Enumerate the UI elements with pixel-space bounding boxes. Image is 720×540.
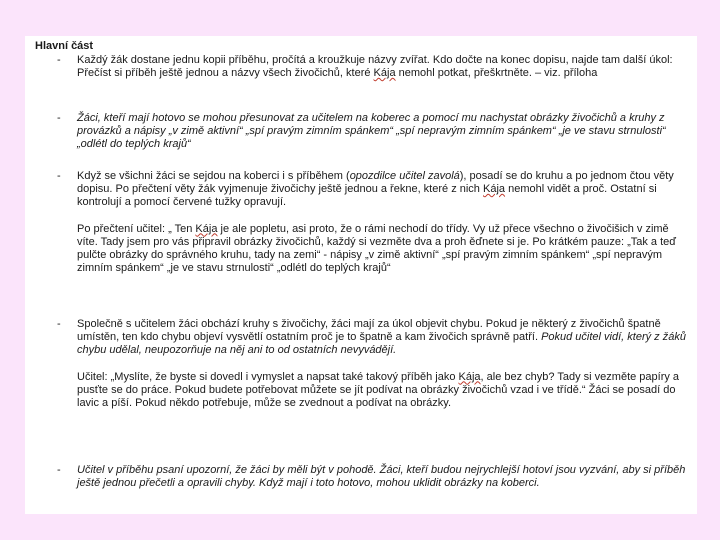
proper-name: Kája — [458, 370, 481, 383]
proper-name: Kája — [373, 67, 396, 80]
section-heading: Hlavní část — [35, 40, 94, 52]
bullet-marker: - — [57, 170, 61, 182]
proper-name: Kája — [195, 222, 218, 235]
bullet-marker: - — [57, 54, 61, 66]
proper-name: Kája — [483, 183, 506, 196]
paragraph: Po přečtení učitel: „ Ten Kája je ale popletu, asi proto, že o rámi nechodí do třídy. Vy už přece všechno o živočišich v zimě víte. Tady jsem pro vás připravil obrázky živočichů, každý si vezměte dva a proh ěďnete si je. Po krátkém pauze: „Tak a teď pulčte obrázky do správného kruhu, tady na zemi“ - nápisy „v zimě aktivní“ „spí pravým zimním spánkem“ „spí nepravým zimním spánkem“ „je ve stavu strnulosti“ „odlétl do teplých krajů“ — [77, 222, 677, 275]
paragraph: Každý žák dostane jednu kopii příběhu, pročítá a kroužkuje názvy zvířat. Kdo dočte na konec dopisu, najde tam další úkol: Přečíst si příběh ještě jednou a názvy všech živočichů, které Kája nemohl potkat, přeškrtněte. – viz. příloha — [77, 54, 673, 80]
item-text — [77, 170, 689, 275]
paragraph: Žáci, kteří mají hotovo se mohou přesunovat za učitelem na koberec a pomocí mu nachystat obrázky živočichů a kruhy z provázků a nápisy „v zimě aktivní“ „spí pravým zimním spánkem“ „spí nepravým zimním spánkem“ „je ve stavu strnulosti“ „odlétl do teplých krajů“ — [77, 112, 666, 151]
bullet-marker: - — [57, 464, 61, 476]
paragraph: Společně s učitelem žáci obchází kruhy s živočichy, žáci mají za úkol objevit chybu. Pokud je některý z živočichů špatně umístěn, ten kdo chybu objeví vysvětlí ostatním proč je to špatně a kam živočich správně patří. Pokud učitel vidí, který z žáků chybu udělal, neupozorňuje na něj ani to od ostatních nevyvádějí. — [77, 318, 686, 357]
item-text — [77, 464, 689, 490]
bullet-marker: - — [57, 112, 61, 124]
bullet-marker: - — [57, 318, 61, 330]
item-text — [77, 112, 689, 152]
item-text — [77, 318, 689, 410]
paragraph: Učitel v příběhu psaní upozorní, že žáci by měli být v pohodě. Žáci, kteří budou nejrychlejší hotoví jsou vyzvání, aby si příběh ještě jednou přečetli a opravili chyby. Když mají i toto hotovo, mohou uklidit obrázky na koberci. — [77, 464, 686, 490]
paragraph: Když se všichni žáci se sejdou na koberci i s příběhem (opozdilce učitel zavolá), posadí se do kruhu a po jednom čtou věty dopisu. Po přečtení věty žák vyjmenuje živočichy ještě jednou a řekne, které z nich Kája nemohl vidět a proč. Ostatní si kontrolují a pomocí červené tužky opravují. — [77, 170, 674, 209]
document-page — [25, 36, 697, 514]
paragraph: Učitel: „Myslíte, že byste si dovedl i vymyslet a napsat také takový příběh jako Kája, ale bez chyb? Tady si vezměte papíry a pusťte se do práce. Pokud budete potřebovat můžete se jít podívat na obrázky živočichů vzad i ve třídě.“ Žáci se posadí do lavic a píší. Pokud někdo potřebuje, může se zvednout a podívat na obrázky. — [77, 370, 680, 410]
item-text — [77, 54, 689, 80]
